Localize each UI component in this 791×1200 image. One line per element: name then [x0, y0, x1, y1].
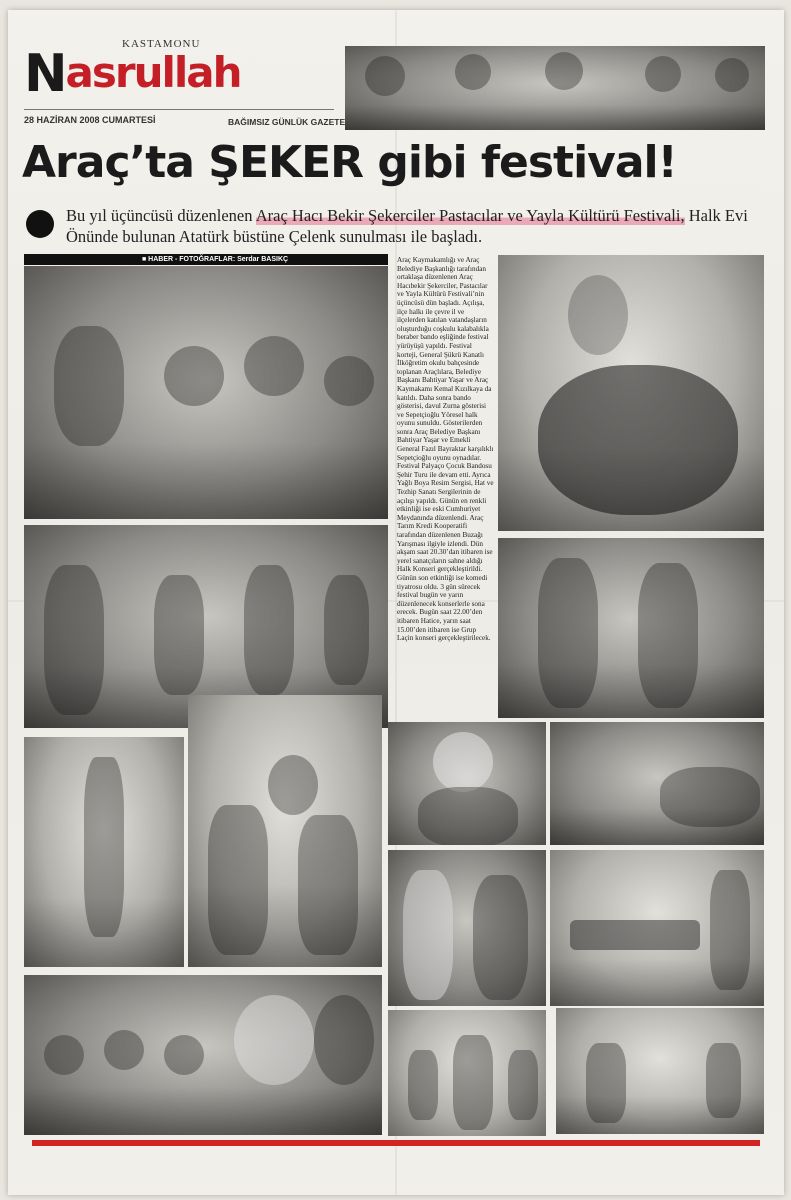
lead-text-1: Bu yıl üçüncüsü düzenlenen	[66, 206, 256, 225]
lead-bullet	[26, 210, 54, 238]
lead-paragraph	[66, 205, 766, 247]
folk-dance-photo	[388, 1010, 546, 1136]
article-body: Araç Kaymakamlığı ve Araç Belediye Başkanlığı tarafından ortaklaşa düzenlenen Araç Hacıbekir Şekerciler, Pastacılar ve Yayla Kültürü Festivali’nin üçüncüsü dün başladı. Açılışa, ilçe halkı ile çevre il ve ilçelerden katılan vatandaşların oluşturduğu coşkulu kalabalıkla beraber bando eşliğinde festival yürüyüşü yapıldı. Festival korteji, General Şükrü Kanatlı İlköğretim okulu bahçesinde toplanan Araçlılara, Belediye Başkanı Bahtiyar Yaşar ve Araç Kaymakamı Kemal Kızılkaya da katıldı. Daha sonra bando gösterisi, davul Zurna gösterisi ve Sepetçioğlu Yöresel halk oyunu sunuldu. Gösterilerden sonra Araç Belediye Başkanı Bahtiyar Yaşar ve Emekli General Fazıl Bayraktar karşılıklı Sepetçioğlu oyunu oynadılar. Festival Palyaço Çocuk Bandosu Şehir Turu ile devam etti. Ayrıca Yağlı Boya Resim Sergisi, Hat ve Tezhip Sanatı Sergilerinin de açılışı yapıldı. Günün en renkli etkinliği ise eski Cumhuriyet Meydanında düzenlendi. Araç Tarım Kredi Kooperatifi tarafından düzenlenen Buzağı Yarışması ilgiyle izlendi. Dün akşam saat 20.30’dan itibaren ise yerel sanatçıların sahne aldığı Halk Konseri gerçekleştirildi. Günün son etkinliği ise komedi tiyatrosu oldu. 3 gün sürecek festival bugün ve yarın düzenlenecek konserlerle sona erecek. Bugün saat 22.00’den itibaren Hatice, yarın saat 15.00’den itibaren ise Grup Laçin konseri gerçekleştirilecek.	[397, 256, 494, 643]
bottom-red-rule	[32, 1140, 760, 1146]
photo-credit: ■ HABER - FOTOĞRAFLAR: Serdar BASIKÇ	[24, 254, 388, 265]
girls-costume-photo	[498, 538, 764, 718]
calf-competition-photo	[550, 722, 764, 845]
bull-costume-photo	[498, 255, 764, 531]
masthead-tagline: BAĞIMSIZ GÜNLÜK GAZETE	[228, 117, 346, 127]
folk-dance-square-photo	[556, 1008, 764, 1134]
top-crowd-photo	[345, 46, 765, 130]
issue-date: 28 HAZİRAN 2008 CUMARTESİ	[24, 115, 156, 125]
newspaper-logo	[24, 44, 241, 104]
masthead-rule	[24, 109, 334, 110]
main-headline: Araç’ta ŞEKER gibi festival!	[22, 137, 677, 188]
lead-highlight: Araç Hacı Bekir Şekerciler Pastacılar ve Yayla Kültürü Festivali,	[255, 206, 685, 225]
ataturk-bust-wreath-photo	[188, 695, 382, 967]
ceremony-audience-photo	[24, 266, 388, 519]
speaker-microphone-photo	[388, 722, 546, 845]
lead-text-2: Halk Evi Önünde bulunan Atatürk büstüne Çelenk sunulması ile başladı.	[66, 206, 748, 246]
logo-initial: N	[24, 44, 66, 104]
logo-rest: asrullah	[65, 48, 241, 97]
exhibition-table-photo	[550, 850, 764, 1006]
article-column	[397, 256, 494, 716]
officials-photo	[388, 850, 546, 1006]
masthead-city: KASTAMONU	[122, 38, 201, 50]
children-crowd-photo	[24, 975, 382, 1135]
street-parade-photo	[24, 737, 184, 967]
